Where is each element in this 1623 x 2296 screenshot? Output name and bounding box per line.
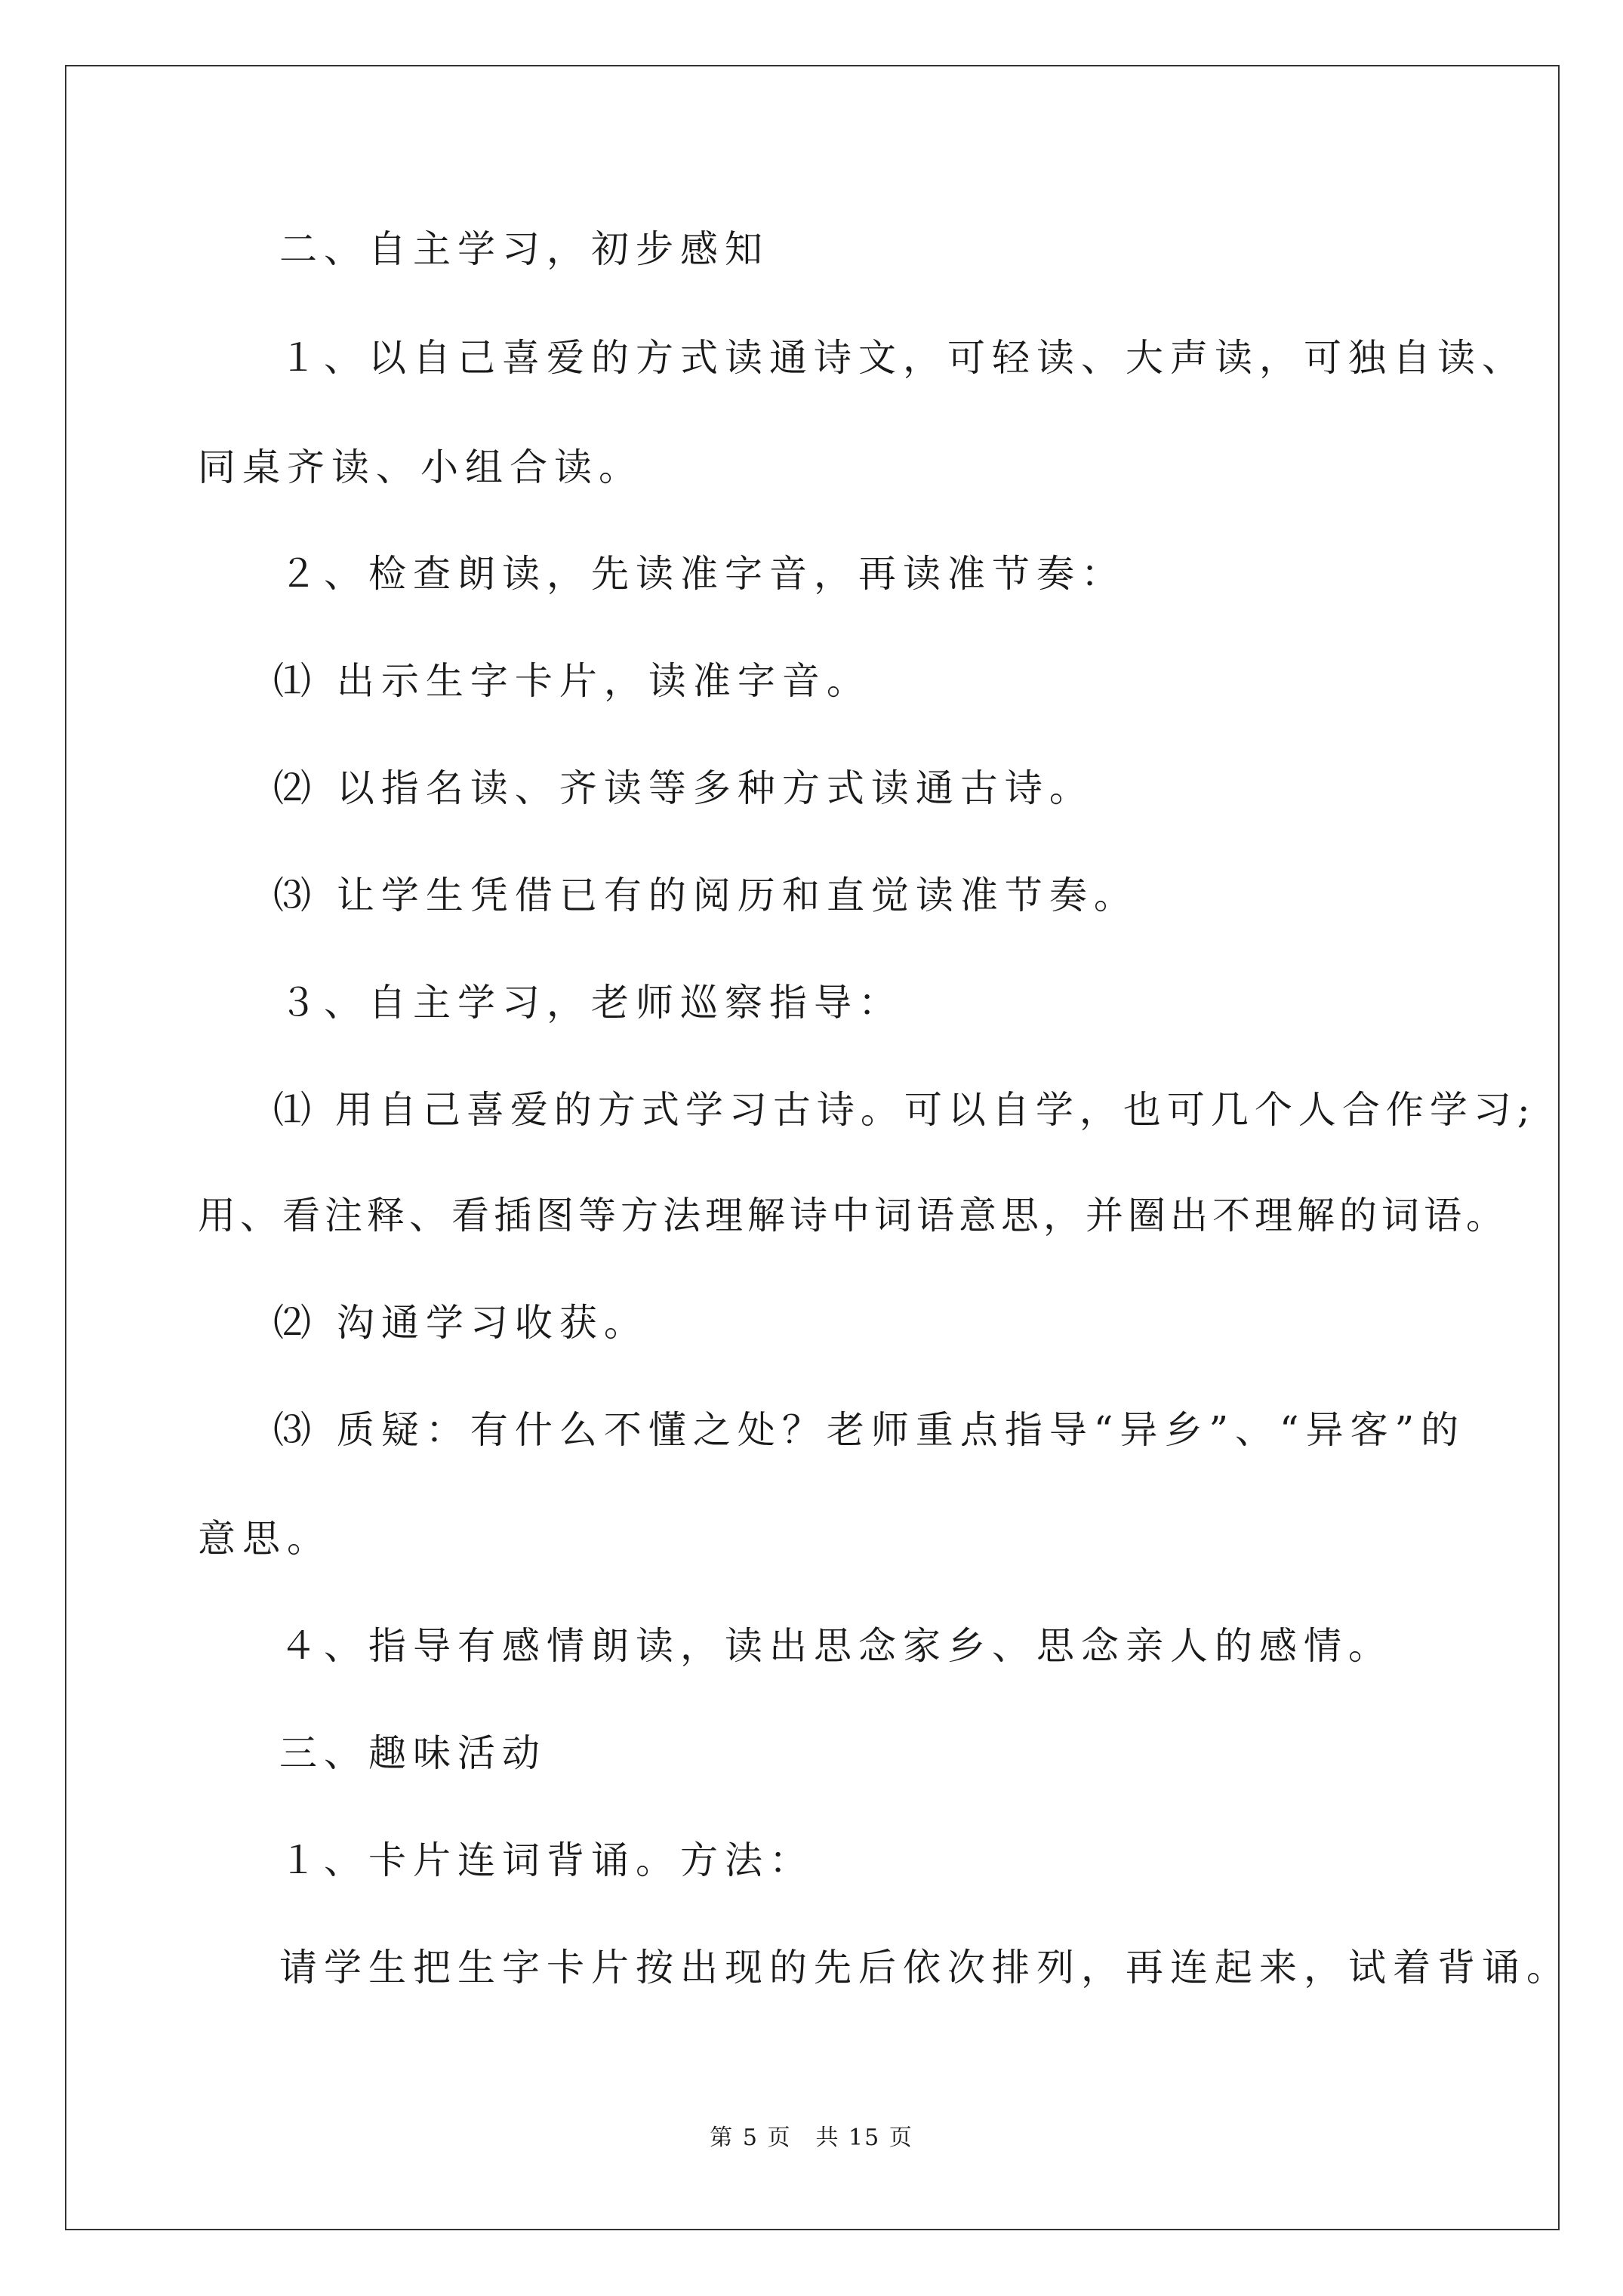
paragraph-line: １、卡片连词背诵。方法：: [279, 1838, 814, 1882]
paragraph-line: ⑶ 质疑：有什么不懂之处？老师重点指导“异乡”、“异客”的: [273, 1408, 1466, 1452]
section-heading-2: 二、自主学习，初步感知: [279, 227, 769, 271]
paragraph-line: ⑶ 让学生凭借已有的阅历和直觉读准节奏。: [273, 874, 1138, 917]
paragraph-line: 用、看注释、看插图等方法理解诗中词语意思，并圈出不理解的词语。: [198, 1194, 1508, 1237]
paragraph-line: ４、指导有感情朗读，读出思念家乡、思念亲人的感情。: [279, 1624, 1393, 1668]
paragraph-line: 意思。: [198, 1517, 331, 1561]
paragraph-line: ３、自主学习，老师巡察指导：: [279, 981, 903, 1025]
page-border: [65, 65, 1560, 2230]
paragraph-line: 同桌齐读、小组合读。: [198, 445, 643, 489]
paragraph-line: ⑵ 以指名读、齐读等多种方式读通古诗。: [273, 766, 1094, 810]
paragraph-line: １、以自己喜爱的方式读通诗文，可轻读、大声读，可独自读、: [279, 336, 1526, 380]
paragraph-line: ２、检查朗读，先读准字音，再读准节奏：: [279, 552, 1126, 596]
paragraph-line: ⑴ 出示生字卡片，读准字音。: [273, 659, 871, 703]
section-heading-3: 三、趣味活动: [279, 1731, 547, 1775]
paragraph-line: ⑵ 沟通学习收获。: [273, 1301, 648, 1345]
paragraph-line: ⑴ 用自己喜爱的方式学习古诗。可以自学，也可几个人合作学习;: [273, 1088, 1536, 1132]
paragraph-line: 请学生把生字卡片按出现的先后依次排列，再连起来，试着背诵。: [279, 1946, 1571, 1989]
page-number-footer: 第 5 页 共 15 页: [710, 2125, 913, 2151]
